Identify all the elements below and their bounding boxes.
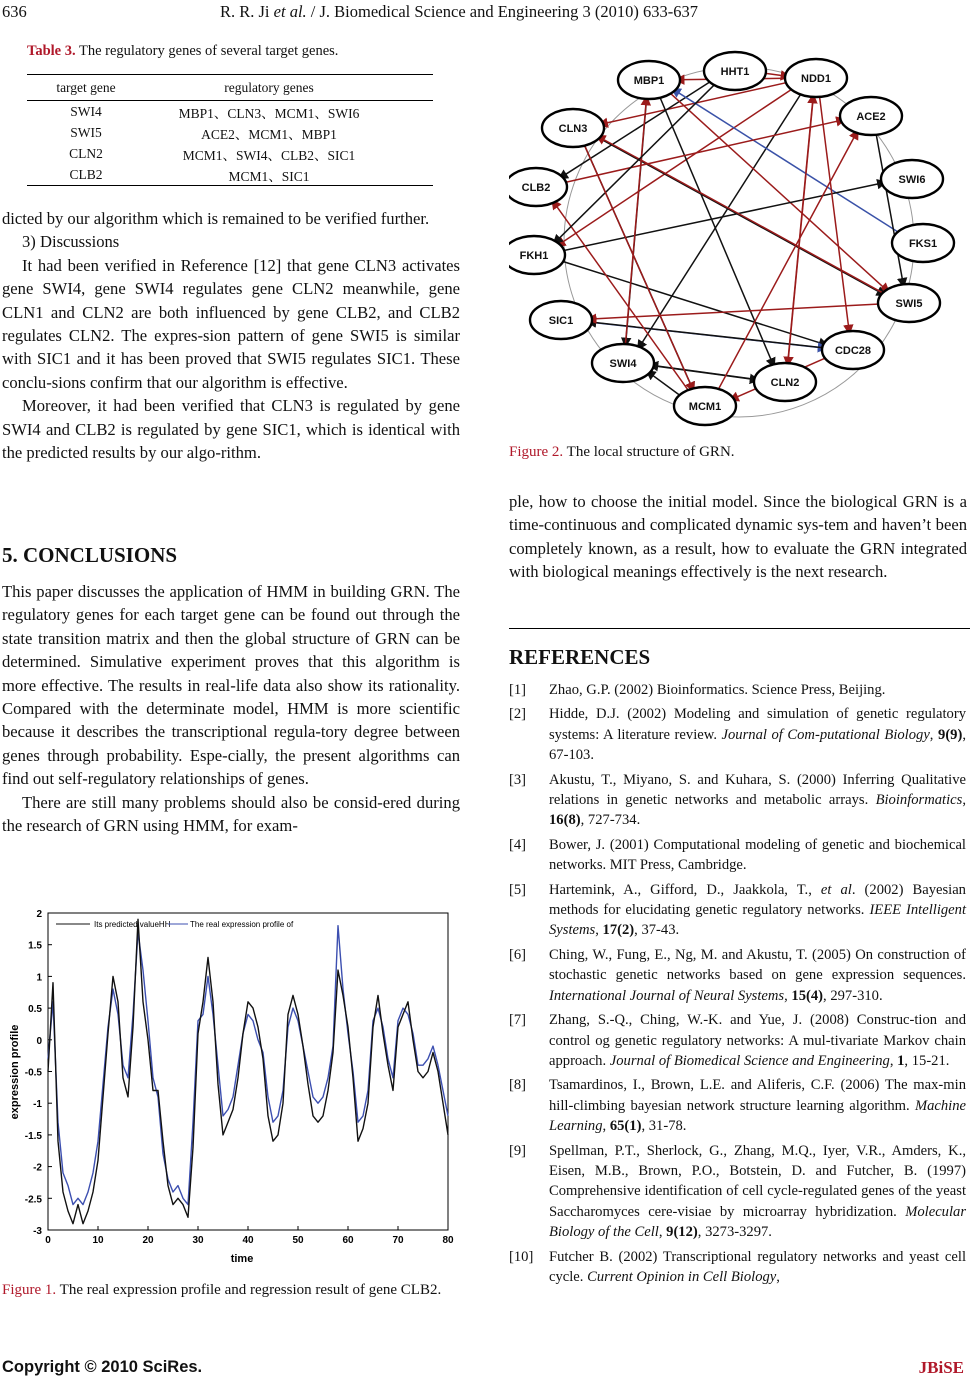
x-tick-label: 60 — [342, 1235, 354, 1246]
paragraph: ple, how to choose the initial model. Since the biological GRN is a time-continuous and complicated dynamic sys-tem and haven’t been completely known, as a result, how to evaluate the GRN integrated with biological meanings effectively is the next research. — [509, 492, 967, 582]
reference-number: [5] — [509, 881, 527, 898]
paragraph: This paper discusses the application of HMM in building GRN. The regulatory genes for each target gene can be found out through the state transition matrix and then the global structure of GRN can be determined. Simulative experiment proves that this algorithm is more effective. The results in real-life data also show its rationality. Compared with the determinate model, HMM is more scientific because it describes the transcriptional regula-tory degree between genes through probability. Espe-cially, the present algorithms can find out self-regulatory relationships of genes. — [2, 582, 460, 789]
x-tick-label: 30 — [192, 1235, 204, 1246]
x-tick-label: 10 — [92, 1235, 104, 1246]
reference-number: [3] — [509, 771, 527, 788]
reference-text: Zhao, G.P. (2002) Bioinformatics. Science Press, Beijing. — [549, 682, 886, 698]
gene-node-label: ACE2 — [856, 111, 886, 123]
reference-text: Zhang, S.-Q., Ching, W.-K. and Yue, J. (2008) Construc-tion and control og genetic regulatory networks: A mul-tivariate Markov chain approach. Journal of Biomedical Science and Engineering, 1, 15-21. — [549, 1012, 966, 1069]
gene-node-label: MCM1 — [688, 401, 722, 413]
paragraph: There are still many problems should also be consid-ered during the research of GRN using HMM, for exam- — [2, 792, 460, 836]
edge-ndd1-fkh1 — [556, 85, 797, 246]
gene-node-ace2 — [840, 97, 902, 135]
paragraph: Moreover, it had been verified that CLN3 is regulated by gene SWI4 and CLB2 is regulated by gene SIC1, which is identical with the predicted results by our algo-rithm. — [2, 396, 460, 463]
x-tick-label: 80 — [442, 1235, 454, 1246]
y-tick-label: -0.5 — [24, 1067, 42, 1079]
reference-number: [7] — [509, 1012, 527, 1029]
x-tick-label: 50 — [292, 1235, 304, 1246]
figure2-caption: Figure 2. The local structure of GRN. — [509, 444, 735, 460]
reference-item — [509, 680, 966, 700]
reference-item — [509, 945, 966, 1006]
x-axis-label: time — [230, 1253, 254, 1265]
grn-network-diagram — [509, 50, 969, 435]
y-tick-label: -2 — [33, 1162, 42, 1174]
gene-node-hht1 — [704, 52, 766, 90]
y-tick-label: 0.5 — [28, 1004, 42, 1016]
reference-number: [1] — [509, 682, 527, 698]
col-header-regulatory-genes: regulatory genes — [224, 79, 314, 95]
gene-node-label: FKH1 — [519, 250, 549, 262]
reference-item — [509, 1247, 966, 1288]
left-column-text — [2, 207, 460, 464]
gene-node-swi5 — [878, 284, 940, 322]
figure2-label: Figure 2. — [509, 444, 564, 460]
edge-cln2-ndd1 — [787, 94, 813, 368]
reference-item — [509, 1010, 966, 1071]
gene-node-label: CDC28 — [834, 345, 872, 357]
reference-item — [509, 1075, 966, 1136]
conclusions-text — [2, 580, 460, 837]
y-tick-label: 1 — [36, 972, 42, 984]
table-row: SWI5 ACE2、MCM1、MBP1 — [70, 124, 337, 142]
y-tick-label: -3 — [33, 1226, 42, 1237]
figure1-label: Figure 1. — [2, 1282, 57, 1298]
reference-number: [9] — [509, 1142, 527, 1159]
references-heading: REFERENCES — [509, 645, 651, 669]
divider — [509, 628, 970, 629]
copyright: Copyright © 2010 SciRes. — [2, 1358, 203, 1376]
reference-item — [509, 770, 966, 831]
reference-item — [509, 835, 966, 876]
gene-node-label: HHT1 — [720, 66, 750, 78]
table-caption: Table 3. The regulatory genes of several target genes. — [27, 43, 339, 59]
edge-mbp1-cln2 — [658, 93, 774, 368]
gene-node-label: SWI6 — [898, 174, 926, 186]
legend-entry-predicted: Its predicted valueHH — [94, 920, 171, 929]
x-tick-label: 70 — [392, 1235, 404, 1246]
y-tick-label: -2.5 — [24, 1194, 42, 1206]
reference-text: Spellman, P.T., Sherlock, G., Zhang, M.Q., Iyer, V.R., Amders, K., Eisen, M.B., Brown, P.O., Botstein, D. and Futcher, B. (1997) Comprehensive identification of cell cycle-regulated genes of the yeast Saccharomyces cere-visiae by microarray hybridization. Molecular Biology of the Cell, 9(12), 3273-3297. — [549, 1142, 966, 1241]
table-row: SWI4 MBP1、CLN3、MCM1、SWI6 — [70, 103, 360, 121]
table-row: CLN2 MCM1、SWI4、CLB2、SIC1 — [69, 145, 356, 163]
section-heading-conclusions: 5. CONCLUSIONS — [2, 543, 178, 567]
gene-node-cln2 — [754, 363, 816, 401]
y-tick-label: -1 — [33, 1099, 42, 1111]
gene-node-ndd1 — [785, 59, 847, 97]
subsection-heading: 3) Discussions — [22, 232, 120, 252]
gene-node-label: CLN2 — [770, 377, 800, 389]
col-header-target-gene: target gene — [56, 79, 116, 95]
gene-node-label: SWI4 — [609, 358, 637, 370]
gene-node-fkh1 — [509, 236, 565, 274]
y-tick-label: 1.5 — [28, 940, 42, 952]
x-tick-label: 0 — [45, 1235, 51, 1246]
legend-entry-real: The real expression profile of — [190, 920, 294, 929]
reference-item — [509, 1141, 966, 1243]
gene-node-fks1 — [892, 224, 954, 262]
right-column-text — [509, 490, 967, 584]
page-number: 636 — [2, 2, 27, 21]
expression-profile-chart — [2, 900, 462, 1270]
reference-text: Hidde, D.J. (2002) Modeling and simulation of genetic regulatory systems: A literature review. Journal of Com-putational Biology, 9(9), 67-103. — [549, 706, 966, 764]
gene-node-label: CLN3 — [558, 123, 588, 135]
table-header-row — [27, 75, 433, 101]
gene-node-mcm1 — [674, 387, 736, 425]
gene-node-swi4 — [592, 344, 654, 382]
plot-area — [48, 913, 448, 1230]
reference-text: Hartemink, A., Gifford, D., Jaakkola, T., et al. (2002) Bayesian methods for elucidating genetic regulatory networks. IEEE Intelligent Systems, 17(2), 37-43. — [549, 881, 966, 939]
y-tick-label: -1.5 — [24, 1130, 42, 1142]
running-title: R. R. Ji et al. / J. Biomedical Science and Engineering 3 (2010) 633-637 — [220, 2, 698, 21]
reference-text: Tsamardinos, I., Brown, L.E. and Aliferis, C.F. (2006) The max-min hill-climbing bayesian network structure learning algorithm. Machine Learning, 65(1), 31-78. — [549, 1077, 966, 1135]
reference-item — [509, 704, 966, 765]
gene-node-label: SIC1 — [548, 315, 574, 327]
gene-node-label: MBP1 — [633, 75, 665, 87]
table-row: CLB2 MCM1、SIC1 — [69, 166, 310, 184]
reference-item — [509, 880, 966, 941]
gene-node-label: SWI5 — [895, 298, 923, 310]
gene-node-cdc28 — [822, 331, 884, 369]
gene-node-label: CLB2 — [521, 182, 551, 194]
figure1-caption: Figure 1. The real expression profile and regression result of gene CLB2. — [2, 1282, 442, 1298]
gene-node-label: FKS1 — [908, 238, 938, 250]
gene-node-label: NDD1 — [801, 73, 831, 85]
regulatory-genes-table — [27, 74, 433, 186]
reference-text: Futcher B. (2002) Transcriptional regulatory networks and yeast cell cycle. Current Opinion in Cell Biology, — [549, 1248, 966, 1285]
reference-number: [10] — [509, 1248, 534, 1265]
gene-node-mbp1 — [618, 61, 680, 99]
edge-ndd1-cdc28 — [819, 92, 850, 334]
y-tick-label: 2 — [36, 909, 42, 920]
reference-text: Ching, W., Fung, E., Ng, M. and Akustu, T. (2005) On construction of stochastic genetic networks based on gene expression sequences. International Journal of Neural Systems, 15(4), 297-310. — [549, 946, 966, 1004]
x-tick-label: 40 — [242, 1235, 254, 1246]
reference-text: Bower, J. (2001) Computational modeling of genetic and biochemical networks. MIT Press, Cambridge. — [549, 836, 966, 874]
reference-text: Akustu, T., Miyano, S. and Kuhara, S. (2000) Inferring Qualitative relations in genetic networks and metabolic arrays. Bioinformatics, 16(8), 727-734. — [549, 771, 966, 829]
gene-node-sic1 — [530, 301, 592, 339]
reference-list — [509, 680, 966, 1291]
journal-abbreviation: JBiSE — [918, 1358, 964, 1377]
reference-number: [4] — [509, 836, 527, 853]
edge-cln2-swi4 — [649, 365, 763, 381]
gene-node-swi6 — [881, 160, 943, 198]
y-axis-label: expression profile — [9, 1024, 21, 1120]
reference-number: [6] — [509, 946, 527, 963]
reference-number: [8] — [509, 1077, 527, 1094]
paragraph: It had been verified in Reference [12] that gene CLN3 activates gene SWI4, gene SWI4 regulates gene CLN2 meanwhile, gene CLN1 and CLN2 are both influenced by gene CLB2, and CLB2 regulates CLN2. The expres-sion pattern of gene SWI5 is similar with SIC1 and it has been proved that SWI5 regulates SIC1. These conclu-sions confirm that our algorithm is effective. — [2, 255, 460, 392]
x-tick-label: 20 — [142, 1235, 154, 1246]
network-nodes — [509, 52, 954, 425]
paragraph: dicted by our algorithm which is remained to be verified further. — [2, 209, 430, 228]
gene-node-cln3 — [542, 109, 604, 147]
gene-node-clb2 — [509, 168, 567, 206]
reference-number: [2] — [509, 706, 527, 723]
y-tick-label: 0 — [36, 1035, 42, 1047]
